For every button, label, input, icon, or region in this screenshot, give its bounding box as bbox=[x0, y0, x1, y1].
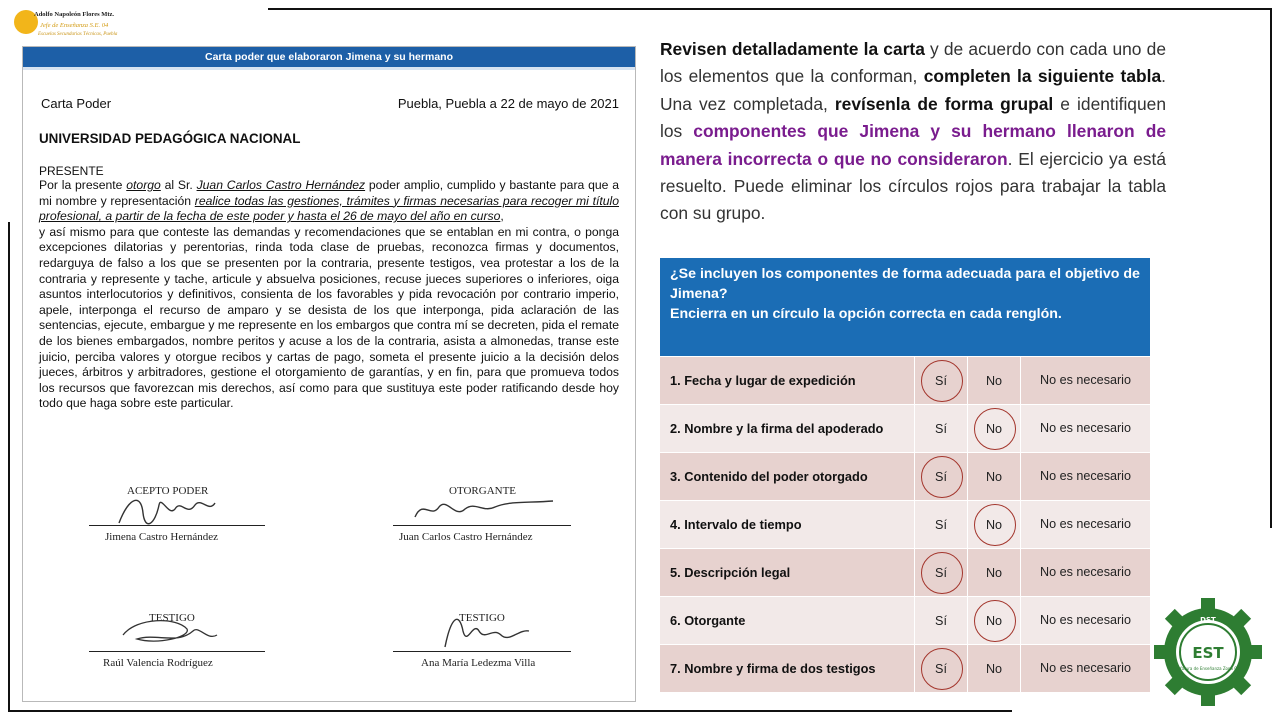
option-si-text: Sí bbox=[935, 421, 947, 436]
row-label: 5. Descripción legal bbox=[660, 549, 915, 597]
instr-highlight: componentes que Jimena y su hermano llenaron de manera incorrecta o que no consideraron bbox=[660, 121, 1167, 169]
option-no-text: No bbox=[985, 373, 1003, 388]
instr-text-3: e identifiquen los bbox=[660, 93, 1166, 142]
table-row bbox=[660, 549, 1151, 597]
option-si[interactable] bbox=[915, 597, 968, 645]
option-si[interactable] bbox=[915, 501, 968, 549]
badge-center-text: EST bbox=[1192, 644, 1224, 662]
row-label: 2. Nombre y la firma del apoderado bbox=[660, 405, 915, 453]
frame-bottom-line bbox=[8, 710, 1012, 712]
letter-paragraph-2: y así mismo para que conteste las demandas y recomendaciones que se entablan en mi contra, o ponga excepciones dilatorias y perentorias, rinda toda clase de pruebas, reconozca firmas y documentos, redarguya de falso a los que se presenten por la contraria, presente testigos, vea protestar a los de la contraria y represente y tache, articule y absuelva posiciones, recuse jueces superiores o inferiores, oiga asuntos interlocutorios y definitivos, consienta de los favorables y pida revocación por contrario imperio, apele, interponga el recurso de amparo y se desista de los que interponga, pida aclaración de las sentencias, ejecute, embargue y me represente en los embargos que contra mí se decreten, pida el remate de los bienes embargados, nombre peritos y acuse a los de la contraria, asista a almonedas, transe este juicio, perciba valores y otorgue recibos y cartas de pago, someta el presente juicio a la decisión delos jueces, árbitros y arbitradores, gestione el otorgamiento de garantías, y en fin, para que promueva todos los recursos que favorezcan mis derechos, así como para que sustituya este poder ratificando desde hoy todo que haga sobre este particular. bbox=[39, 224, 619, 411]
row-label: 7. Nombre y firma de dos testigos bbox=[660, 645, 915, 693]
option-no-es-necesario[interactable] bbox=[1021, 453, 1151, 501]
option-na-text: No es necesario bbox=[1039, 613, 1131, 627]
option-no[interactable] bbox=[968, 645, 1021, 693]
letter-p1-underlined: realice todas las gestiones, trámites y firmas necesarias para recoger mi título profesional, a partir de la fecha de este poder y hasta el 26 de mayo del año en curso bbox=[39, 193, 619, 224]
signature-scribble-testigo-1 bbox=[117, 615, 227, 651]
letter-p1-a: Por la presente bbox=[39, 178, 127, 192]
option-no-es-necesario[interactable] bbox=[1021, 597, 1151, 645]
table-row bbox=[660, 357, 1151, 405]
table-row bbox=[660, 645, 1151, 693]
row-label: 1. Fecha y lugar de expedición bbox=[660, 357, 915, 405]
option-na-text: No es necesario bbox=[1039, 517, 1131, 531]
letter-p1-end: , bbox=[500, 209, 504, 224]
logo-author-role: Jefe de Enseñanza S.E. 04 bbox=[40, 22, 109, 29]
signature-title-testigo-1: TESTIGO bbox=[149, 612, 195, 624]
option-si[interactable] bbox=[915, 453, 968, 501]
signature-name-testigo-1: Raúl Valencia Rodríguez bbox=[103, 657, 213, 669]
signature-scribble-otorgante bbox=[409, 493, 559, 527]
option-na-text: No es necesario bbox=[1039, 469, 1131, 483]
row-label: 3. Contenido del poder otorgado bbox=[660, 453, 915, 501]
instr-text-2: . Una vez completada, bbox=[660, 66, 1166, 114]
letter-header-bar: Carta poder que elaboraron Jimena y su hermano bbox=[23, 47, 635, 67]
option-si[interactable] bbox=[915, 357, 968, 405]
selection-circle[interactable] bbox=[921, 360, 963, 402]
instr-text-4: . El ejercicio ya está resuelto. Puede eliminar los círculos rojos para trabajar la tabla con su grupo. bbox=[660, 148, 1166, 224]
author-logo bbox=[14, 8, 144, 48]
option-no[interactable] bbox=[968, 453, 1021, 501]
selection-circle[interactable] bbox=[921, 552, 963, 594]
frame-left-line bbox=[8, 222, 10, 712]
selection-circle[interactable] bbox=[974, 600, 1016, 642]
signature-line-otorgante bbox=[393, 525, 571, 526]
option-no[interactable] bbox=[968, 549, 1021, 597]
badge-bottom-text: Jefatura de Enseñanza Zona 04 bbox=[1176, 666, 1240, 671]
option-no-es-necesario[interactable] bbox=[1021, 501, 1151, 549]
option-no-text: No bbox=[985, 469, 1003, 484]
option-no-text: No bbox=[985, 421, 1003, 436]
letter-doc-title: Carta Poder bbox=[41, 96, 112, 111]
signature-title-acepto: ACEPTO PODER bbox=[127, 485, 209, 497]
selection-circle[interactable] bbox=[974, 408, 1016, 450]
option-si-text: Sí bbox=[935, 565, 947, 580]
option-si[interactable] bbox=[915, 405, 968, 453]
dst-gear-badge-icon bbox=[1152, 596, 1264, 708]
table-header-instruction: Encierra en un círculo la opción correcta en cada renglón. bbox=[670, 306, 1062, 322]
letter-p1-c: poder amplio, cumplido y bastante para que a mi nombre y representación bbox=[39, 178, 619, 208]
option-na-text: No es necesario bbox=[1039, 373, 1131, 387]
signature-name-acepto: Jimena Castro Hernández bbox=[105, 531, 219, 543]
option-si-text: Sí bbox=[935, 373, 947, 388]
instr-bold-3: revísenla de forma grupal bbox=[834, 93, 1054, 114]
signature-name-otorgante: Juan Carlos Castro Hernández bbox=[399, 531, 533, 543]
option-si-text: Sí bbox=[935, 661, 947, 676]
option-no[interactable] bbox=[968, 357, 1021, 405]
letter-recipient: UNIVERSIDAD PEDAGÓGICA NACIONAL bbox=[39, 131, 301, 146]
option-na-text: No es necesario bbox=[1039, 421, 1131, 435]
table-row bbox=[660, 597, 1151, 645]
option-si-text: Sí bbox=[935, 517, 947, 532]
logo-author-school: Escuelas Secundarias Técnicas, Puebla bbox=[38, 32, 118, 37]
option-no-text: No bbox=[985, 613, 1003, 628]
option-no-es-necesario[interactable] bbox=[1021, 405, 1151, 453]
carta-poder-document bbox=[22, 46, 636, 702]
row-label: 6. Otorgante bbox=[660, 597, 915, 645]
components-table bbox=[659, 257, 1151, 693]
option-si[interactable] bbox=[915, 645, 968, 693]
letter-p1-b: al Sr. bbox=[160, 178, 197, 192]
letter-body bbox=[39, 178, 619, 412]
letter-date: Puebla, Puebla a 22 de mayo de 2021 bbox=[397, 96, 619, 111]
option-si-text: Sí bbox=[935, 613, 947, 628]
option-no[interactable] bbox=[968, 597, 1021, 645]
signature-name-testigo-2: Ana María Ledezma Villa bbox=[421, 657, 536, 669]
signature-title-otorgante: OTORGANTE bbox=[449, 485, 517, 497]
letter-p1-name: Juan Carlos Castro Hernández bbox=[196, 178, 366, 192]
option-no-text: No bbox=[985, 565, 1003, 580]
logo-author-name: Adolfo Napoleón Flores Mtz. bbox=[34, 11, 115, 18]
signature-line-testigo-1 bbox=[89, 651, 265, 652]
selection-circle[interactable] bbox=[974, 504, 1016, 546]
instr-bold-2: completen la siguiente tabla bbox=[923, 66, 1162, 87]
letter-header-strip bbox=[23, 67, 635, 70]
signature-title-testigo-2: TESTIGO bbox=[459, 612, 505, 624]
signature-line-testigo-2 bbox=[393, 651, 571, 652]
selection-circle[interactable] bbox=[921, 456, 963, 498]
signature-scribble-acepto bbox=[111, 487, 221, 535]
signature-scribble-testigo-2 bbox=[435, 607, 535, 653]
badge-top-text: DST bbox=[1200, 616, 1216, 624]
option-na-text: No es necesario bbox=[1039, 661, 1131, 675]
option-no[interactable] bbox=[968, 501, 1021, 549]
instr-bold-1: Revisen detalladamente la carta bbox=[660, 39, 925, 59]
option-si-text: Sí bbox=[935, 469, 947, 484]
option-no-es-necesario[interactable] bbox=[1021, 357, 1151, 405]
frame-right-line bbox=[1270, 8, 1272, 528]
table-header-row bbox=[660, 258, 1151, 357]
table-header-cell bbox=[660, 258, 1151, 357]
option-no[interactable] bbox=[968, 405, 1021, 453]
instr-text-1: y de acuerdo con cada uno de los elementos que la conforman, bbox=[660, 39, 1166, 87]
option-si[interactable] bbox=[915, 549, 968, 597]
option-no-text: No bbox=[985, 517, 1003, 532]
letter-p1-otorgo: otorgo bbox=[126, 178, 161, 192]
table-row bbox=[660, 453, 1151, 501]
table-header-question: ¿Se incluyen los componentes de forma adecuada para el objetivo de Jimena? bbox=[670, 266, 1140, 302]
frame-top-line bbox=[268, 8, 1272, 10]
letter-presente: PRESENTE bbox=[39, 164, 104, 178]
selection-circle[interactable] bbox=[921, 648, 963, 690]
option-no-es-necesario[interactable] bbox=[1021, 549, 1151, 597]
row-label: 4. Intervalo de tiempo bbox=[660, 501, 915, 549]
option-na-text: No es necesario bbox=[1039, 565, 1131, 579]
option-no-text: No bbox=[985, 661, 1003, 676]
instructions-paragraph bbox=[660, 36, 1166, 228]
letter-paragraph-1 bbox=[39, 178, 619, 225]
table-row bbox=[660, 405, 1151, 453]
option-no-es-necesario[interactable] bbox=[1021, 645, 1151, 693]
signature-line-acepto bbox=[89, 525, 265, 526]
table-row bbox=[660, 501, 1151, 549]
